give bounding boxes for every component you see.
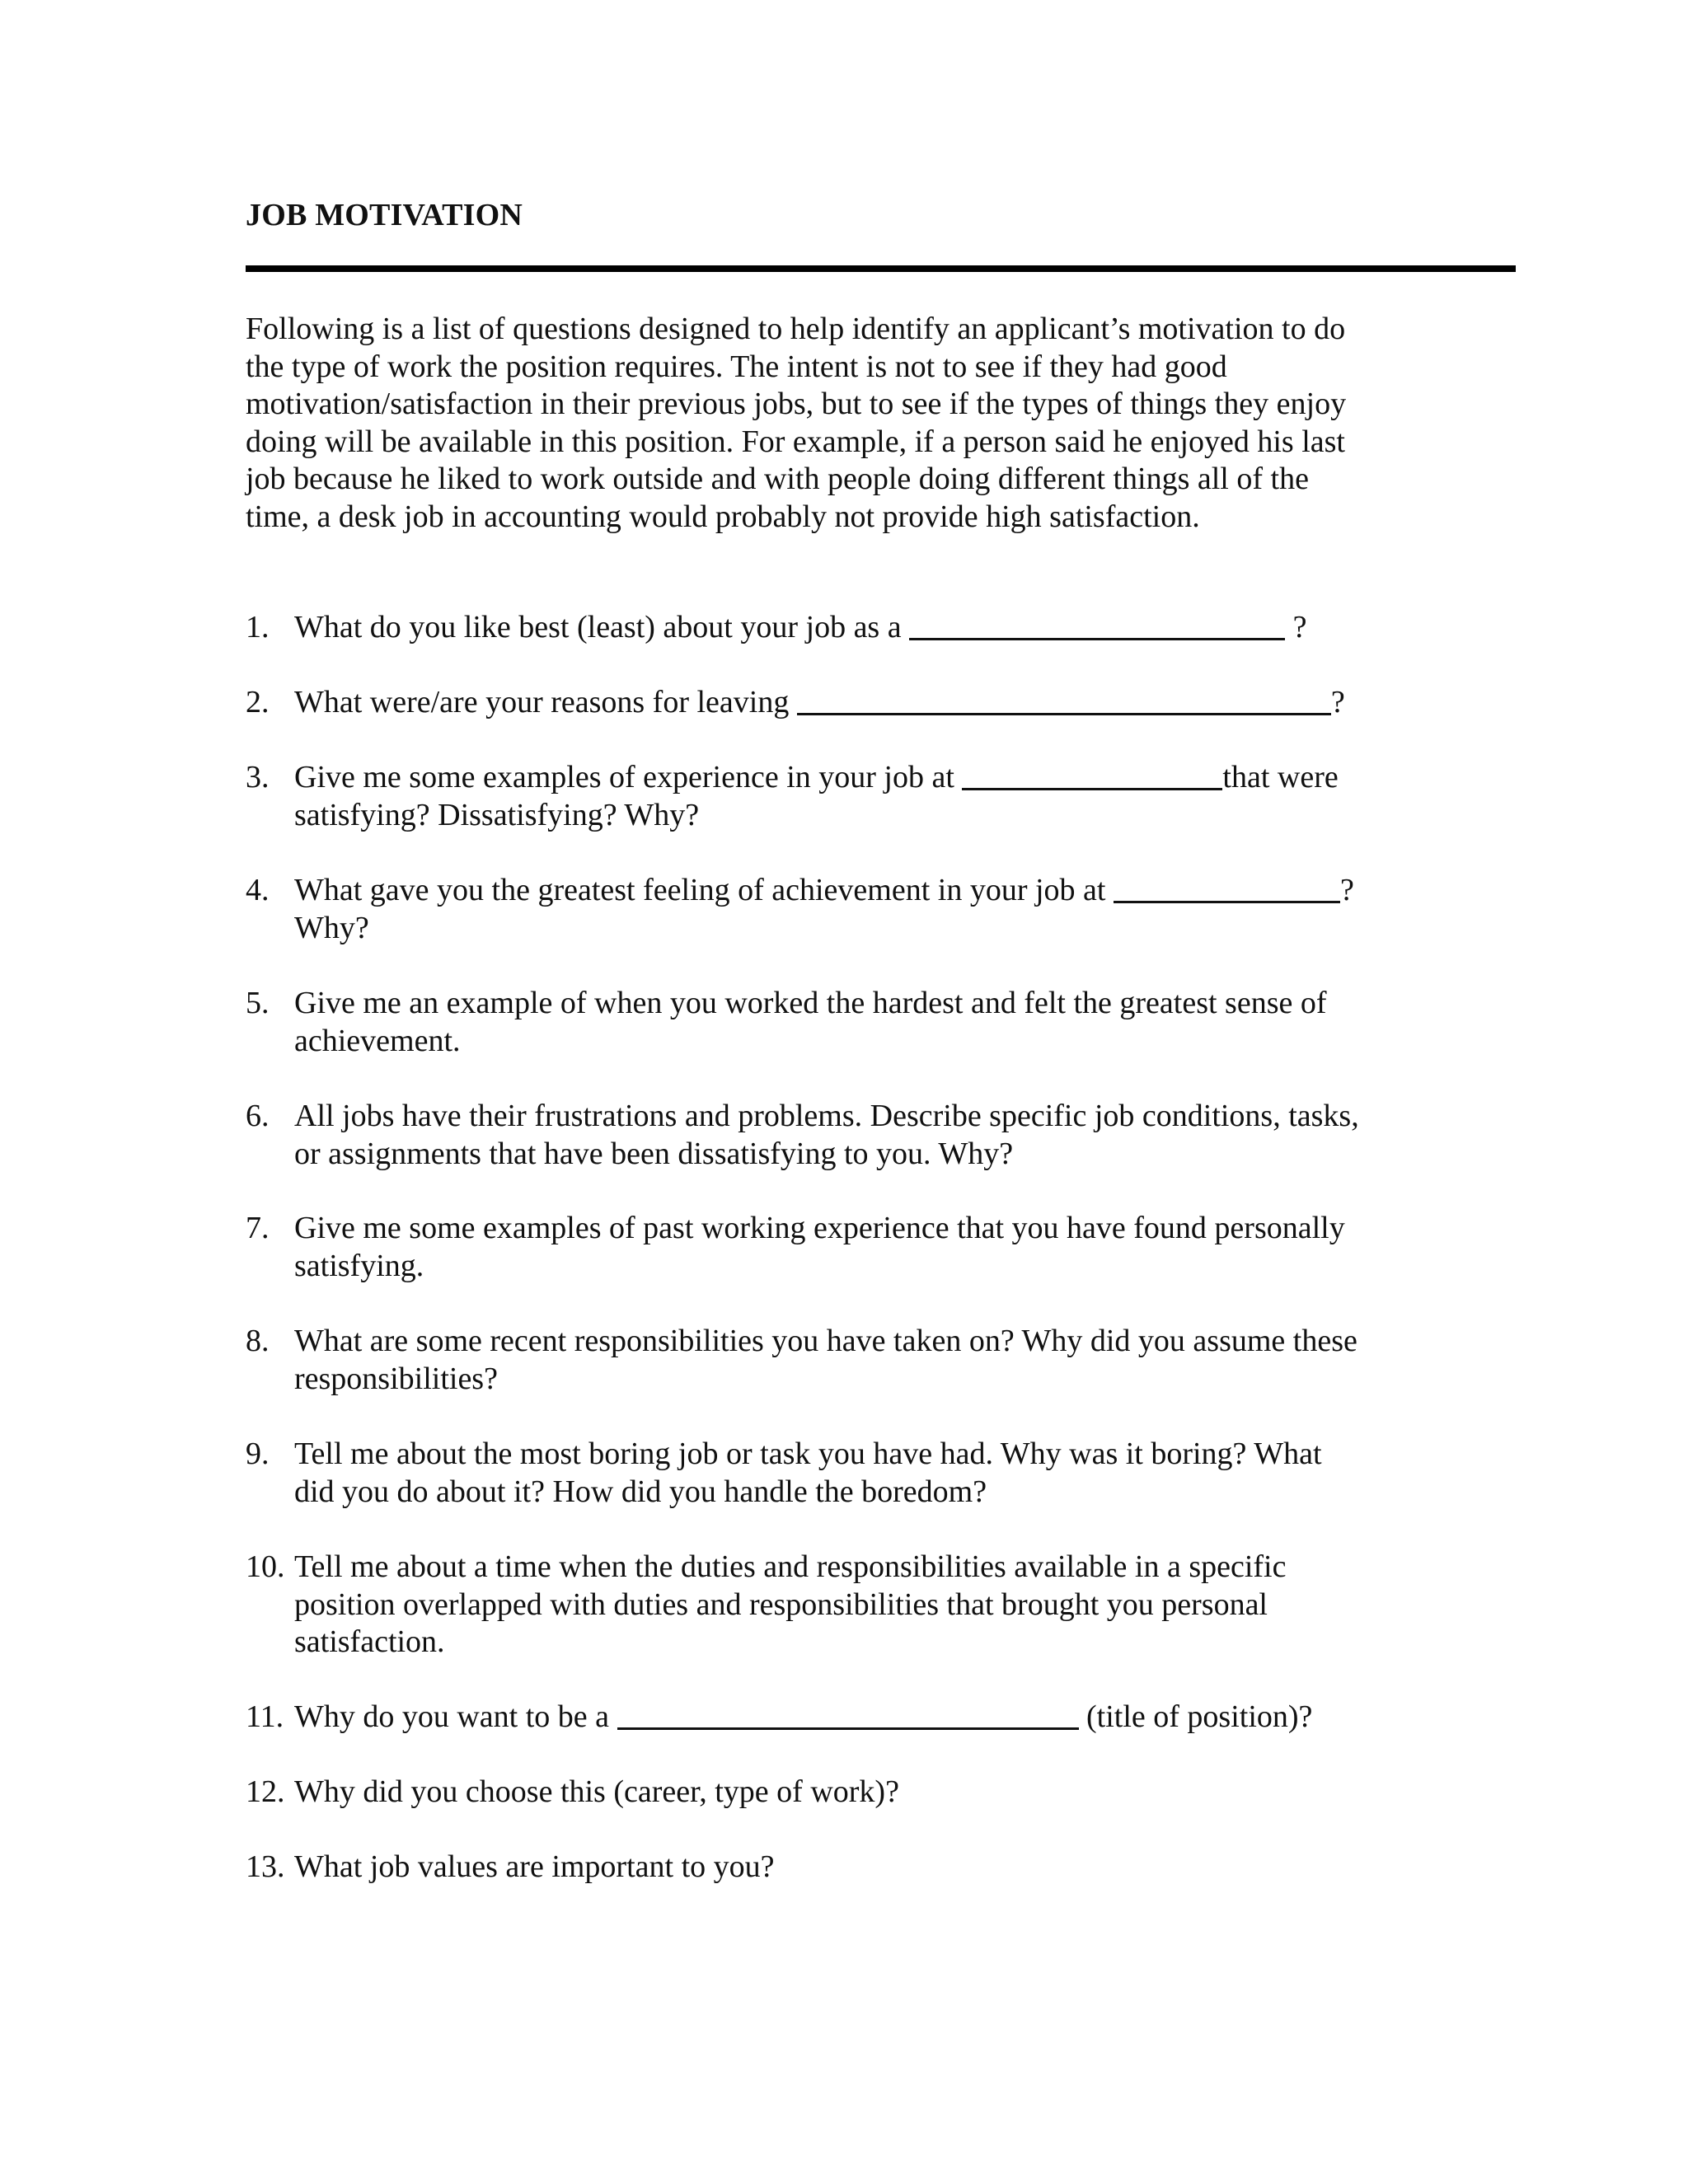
question-number: 7. bbox=[246, 1211, 270, 1245]
question-text-segment: What were/are your reasons for leaving bbox=[294, 685, 797, 719]
question-number: 12. bbox=[246, 1774, 285, 1809]
answer-blank bbox=[797, 685, 1331, 715]
question-line: What job values are important to you? bbox=[294, 1849, 775, 1884]
question-text-segment: Give me some examples of experience in your job at bbox=[294, 760, 963, 794]
question-text-segment: ? bbox=[1285, 610, 1307, 644]
answer-blank bbox=[909, 610, 1285, 640]
intro-line: doing will be available in this position. For example, if a person said he enjoyed his last bbox=[246, 424, 1345, 459]
question-line bbox=[294, 759, 1531, 797]
document-title: JOB MOTIVATION bbox=[246, 198, 523, 232]
intro-line: the type of work the position requires. The intent is not to see if they had good bbox=[246, 349, 1227, 384]
question-number: 11. bbox=[246, 1699, 284, 1734]
question-number: 1. bbox=[246, 610, 270, 644]
question-line: satisfying? Dissatisfying? Why? bbox=[294, 797, 700, 832]
question-number: 6. bbox=[246, 1099, 270, 1133]
question-text bbox=[294, 1323, 1531, 1398]
question-line: did you do about it? How did you handle the boredom? bbox=[294, 1474, 987, 1509]
question-line: Tell me about a time when the duties and responsibilities available in a specific bbox=[294, 1549, 1287, 1584]
question-line bbox=[294, 872, 1531, 910]
question-line: responsibilities? bbox=[294, 1361, 498, 1396]
question-number: 2. bbox=[246, 685, 270, 719]
question-line: position overlapped with duties and responsibilities that brought you personal bbox=[294, 1586, 1268, 1622]
question-line bbox=[294, 609, 1531, 647]
question-text bbox=[294, 759, 1531, 834]
intro-line: job because he liked to work outside and with people doing different things all of the bbox=[246, 462, 1309, 496]
question-number: 10. bbox=[246, 1549, 285, 1584]
question-text-segment: What gave you the greatest feeling of achievement in your job at bbox=[294, 873, 1114, 907]
question-text bbox=[294, 985, 1531, 1060]
intro-line: time, a desk job in accounting would probably not provide high satisfaction. bbox=[246, 499, 1200, 534]
question-line: Tell me about the most boring job or task you have had. Why was it boring? What bbox=[294, 1436, 1322, 1471]
question-line: achievement. bbox=[294, 1023, 461, 1058]
question-text-segment: ? bbox=[1330, 685, 1345, 719]
question-text bbox=[294, 1699, 1531, 1736]
question-text bbox=[294, 1210, 1531, 1285]
question-text bbox=[294, 684, 1531, 722]
intro-line: Following is a list of questions designed to help identify an applicant’s motivation to do bbox=[246, 312, 1346, 346]
question-text-segment: (title of position)? bbox=[1078, 1699, 1313, 1734]
answer-blank bbox=[962, 760, 1222, 790]
question-text-segment: What do you like best (least) about your job as a bbox=[294, 610, 910, 644]
question-line: satisfaction. bbox=[294, 1624, 445, 1659]
question-text bbox=[294, 1774, 1531, 1811]
answer-blank bbox=[617, 1699, 1079, 1730]
question-text bbox=[294, 1849, 1531, 1886]
question-line: What are some recent responsibilities you have taken on? Why did you assume these bbox=[294, 1324, 1357, 1358]
question-text bbox=[294, 609, 1531, 647]
question-number: 3. bbox=[246, 760, 270, 794]
question-text-segment: Why do you want to be a bbox=[294, 1699, 617, 1734]
question-line: Why? bbox=[294, 910, 369, 945]
question-number: 5. bbox=[246, 986, 270, 1020]
question-line: or assignments that have been dissatisfying to you. Why? bbox=[294, 1136, 1014, 1171]
question-line: satisfying. bbox=[294, 1248, 424, 1283]
answer-blank bbox=[1114, 873, 1340, 903]
question-text-segment: ? bbox=[1339, 873, 1354, 907]
question-number: 8. bbox=[246, 1324, 270, 1358]
question-number: 13. bbox=[246, 1849, 285, 1884]
question-text bbox=[294, 872, 1531, 947]
question-line: Give me some examples of past working experience that you have found personally bbox=[294, 1211, 1345, 1245]
intro-line: motivation/satisfaction in their previous jobs, but to see if the types of things they enjoy bbox=[246, 387, 1347, 421]
question-line bbox=[294, 1699, 1531, 1736]
question-text-segment: that were bbox=[1222, 760, 1339, 794]
question-line: Why did you choose this (career, type of work)? bbox=[294, 1774, 899, 1809]
question-text bbox=[294, 1436, 1531, 1511]
question-number: 4. bbox=[246, 873, 270, 907]
question-text bbox=[294, 1098, 1531, 1173]
question-line bbox=[294, 684, 1531, 722]
question-number: 9. bbox=[246, 1436, 270, 1471]
question-line: Give me an example of when you worked the hardest and felt the greatest sense of bbox=[294, 986, 1327, 1020]
question-line: All jobs have their frustrations and problems. Describe specific job conditions, tasks, bbox=[294, 1099, 1359, 1133]
question-text bbox=[294, 1549, 1531, 1661]
